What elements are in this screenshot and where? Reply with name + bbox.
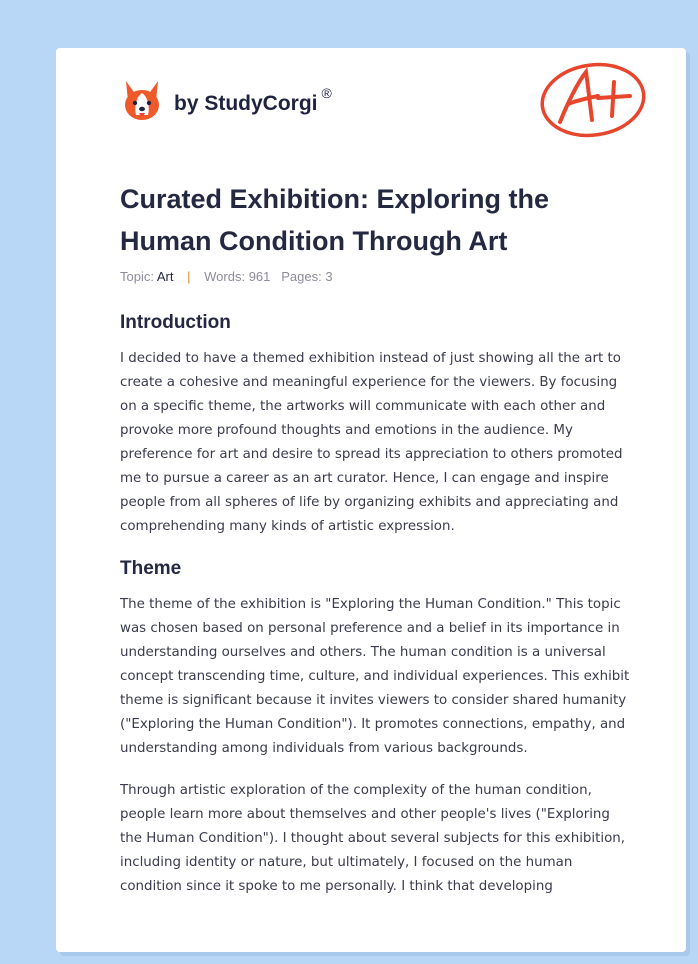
topic-label: Topic: — [120, 269, 154, 284]
document-title: Curated Exhibition: Exploring the Human Condition Through Art — [120, 184, 550, 256]
brand-logo[interactable] — [122, 76, 332, 126]
words-label: Words: — [204, 269, 246, 284]
document-body — [120, 311, 632, 909]
document-page — [56, 48, 686, 952]
registered-mark: ® — [321, 85, 332, 101]
pages-value: 3 — [325, 269, 333, 284]
paragraph: Through artistic exploration of the complexity of the human condition, people learn more about themselves and other people's lives ("Exploring the Human Condition"). I thought about several subjects for this exhibition, including identity or nature, but ultimately, I focused on the human condition since it spoke to me personally. I think that developing — [120, 783, 626, 894]
paragraph: I decided to have a themed exhibition instead of just showing all the art to create a cohesive and meaningful experience for the viewers. By focusing on a specific theme, the artworks will communicate with each other and provoke more profound thoughts and emotions in the audience. My preference for art and desire to spread its appreciation to others promoted me to pursue a career as an art curator. Hence, I can engage and inspire people from all spheres of life by organizing exhibits and appreciating and comprehending many kinds of artistic expression. — [120, 351, 623, 534]
section-heading-introduction: Introduction — [120, 312, 231, 333]
section-heading-theme: Theme — [120, 558, 182, 579]
pages-label: Pages: — [281, 269, 322, 284]
a-plus-grade-icon — [538, 60, 648, 140]
corgi-logo-icon — [122, 79, 162, 123]
paragraph: The theme of the exhibition is "Exploring the Human Condition." This topic was chosen based on personal preference and a belief in its importance in understanding ourselves and others. The human condition is a universal concept transcending time, culture, and individual experiences. This exhibit theme is significant because it invites viewers to consider shared humanity ("Exploring the Human Condition"). It promotes connections, empathy, and understanding among individuals from various backgrounds. — [120, 597, 630, 756]
meta-separator: | — [187, 269, 191, 284]
document-meta — [120, 269, 333, 284]
words-value: 961 — [248, 269, 271, 284]
brand-name: by StudyCorgi — [174, 92, 318, 115]
topic-link[interactable]: Art — [156, 269, 174, 284]
